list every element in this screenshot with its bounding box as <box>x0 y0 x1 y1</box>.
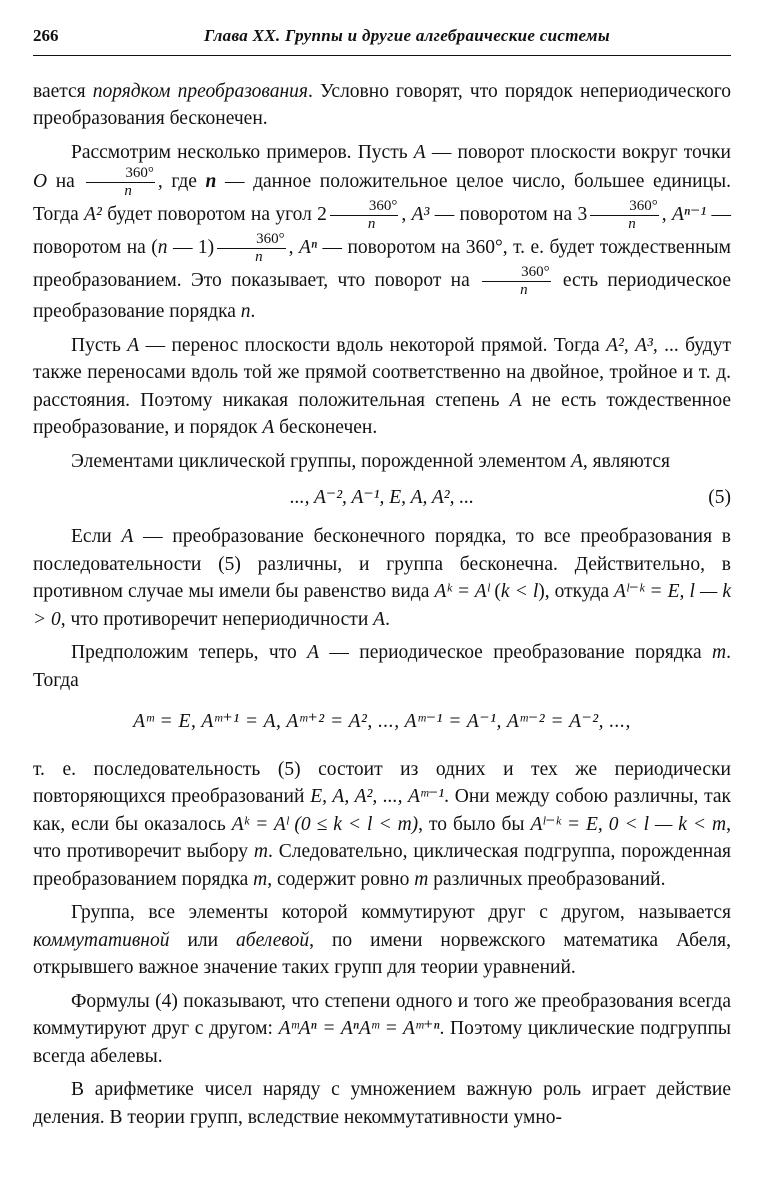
symbol: A <box>262 417 275 438</box>
text-run: . <box>250 301 256 322</box>
fraction-denominator: n <box>367 216 376 232</box>
term-commutative: коммутативной <box>33 929 170 951</box>
inline-formula: E, A, A², ..., Aᵐ⁻¹ <box>310 786 445 807</box>
paragraph-10 <box>33 1076 731 1131</box>
text-run: — перенос плоскости вдоль некоторой прямой. Тогда <box>139 334 607 356</box>
equation-formula: Aᵐ = E, Aᵐ⁺¹ = A, Aᵐ⁺² = A², ..., Aᵐ⁻¹ = A⁻¹, Aᵐ⁻² = A⁻², ..., <box>133 711 631 732</box>
symbol: A² <box>84 203 102 225</box>
symbol: m <box>712 642 727 663</box>
text-run: Формулы (4) показывают, что степени одного и того же преобразования всегда коммутируют друг с другом: <box>33 990 731 1039</box>
text-run: . Поэтому циклические подгруппы всегда абелевы. <box>33 1018 731 1067</box>
fraction <box>590 199 659 232</box>
paragraph-3 <box>33 332 731 442</box>
inline-formula: Aˡ⁻ᵏ = E, l — k > 0 <box>33 581 731 630</box>
text-run: вается <box>33 80 93 102</box>
text-run: различных преобразований. <box>428 868 666 890</box>
symbol: A³, <box>635 334 658 356</box>
text-run: , что противоречит выбору <box>33 813 732 862</box>
inline-formula: Aᵏ = Aˡ (0 ≤ k < l < m) <box>231 813 419 835</box>
symbol: m <box>253 841 268 862</box>
running-title: Глава XX. Группы и другие алгебраические системы <box>204 26 610 45</box>
paragraph-2: Рассмотрим несколько примеров. Пусть A — поворот плоскости вокруг точки O на $\frac{360^\circ}{n}$ , где n — данное положительное целое число, большее единицы. Тогда A² будет поворотом на угол 2 $\frac{360^\circ}{n}$ , A³ — поворотом на 3 $\frac{360^\circ}{n}$ , Aⁿ⁻¹ — поворотом на (n — 1) $\frac{360^\circ}{n}$ , Aⁿ — поворотом на 360°, т. е. будет тождественным преобразованием. Это показывает, что поворот на $\frac{360^\circ}{n}$ есть периодическое преобразование порядка n. <box>33 141 732 322</box>
text-run: . Тогда <box>33 642 731 691</box>
symbol: n <box>240 301 251 322</box>
fraction <box>482 265 551 298</box>
text-run: Группа, все элементы которой коммутируют друг с другом, называется <box>71 902 731 923</box>
text-run: будет поворотом на угол 2 <box>101 203 327 225</box>
text-run: т. е. последовательность (5) состоит из одних и тех же периодически повторяющихся преобразований <box>33 758 731 807</box>
text-run: есть периодическое преобразование порядка <box>33 269 731 322</box>
text-run: , то было бы <box>418 813 531 835</box>
equation-5 <box>33 481 731 515</box>
symbol: Aⁿ <box>298 236 318 258</box>
paragraph-1 <box>33 78 731 133</box>
symbol: A <box>127 334 140 356</box>
text-run: . Условно говорят, что порядок непериодического преобразования бесконечен. <box>33 80 731 129</box>
text-run: Рассмотрим несколько примеров. Пусть <box>71 141 414 163</box>
symbol: A <box>413 141 426 163</box>
text-run: , что противоречит непериодичности <box>60 608 374 630</box>
text-run: не есть тождественное преобразование, и порядок <box>33 389 731 438</box>
text-run: бесконечен. <box>274 417 378 438</box>
text-run: — поворотом на ( <box>33 203 731 258</box>
inline-formula: k < l <box>500 581 539 602</box>
text-run: ( <box>489 581 501 602</box>
text-run: Пусть <box>71 334 128 356</box>
text-run: — 1) <box>167 236 215 258</box>
symbol: m <box>253 868 268 890</box>
fraction-denominator: n <box>520 282 528 298</box>
text-run: — поворотом на 3 <box>429 203 588 225</box>
text-run: . <box>385 608 390 630</box>
inline-formula: Aˡ⁻ᵏ = E, 0 < l — k < m <box>530 813 727 835</box>
text-run: или <box>169 929 237 951</box>
text-run: — периодическое преобразование порядка <box>319 642 713 663</box>
fraction-numerator: 360° <box>86 166 155 183</box>
symbol: O <box>33 170 48 192</box>
fraction-denominator: n <box>255 249 263 265</box>
text-run: , где <box>157 170 206 192</box>
symbol: A², <box>606 334 629 356</box>
symbol: m <box>414 868 429 890</box>
fraction-numerator: 360° <box>590 199 659 216</box>
text-run: ), откуда <box>538 581 615 602</box>
fraction-numerator: 360° <box>482 265 551 282</box>
fraction-numerator: 360° <box>217 232 286 249</box>
text-run: — поворот плоскости вокруг точки <box>425 141 731 163</box>
inline-formula: Aᵏ = Aˡ <box>434 581 490 602</box>
symbol: A <box>373 608 386 630</box>
fraction-denominator: n <box>124 183 132 199</box>
paragraph-7 <box>33 756 731 894</box>
symbol: A <box>571 450 583 472</box>
symbol: A³ <box>411 203 430 225</box>
page-number: 266 <box>33 26 59 45</box>
fraction-denominator: n <box>628 216 636 232</box>
fraction-numerator: 360° <box>330 199 399 216</box>
text-run: — данное положительное целое число, большее единицы. Тогда <box>33 170 731 225</box>
fraction <box>217 232 286 265</box>
symbol: Aⁿ⁻¹ <box>671 203 707 225</box>
equation-periodic <box>33 708 731 736</box>
term-order: порядком преобразования <box>92 80 308 102</box>
text-run: ... будут также переносами вдоль той же прямой соответственно на двойное, тройное и т. д. расстояния. Поэтому никакая положительная степень <box>33 334 732 411</box>
symbol: A <box>509 389 522 411</box>
text-run: , являются <box>582 450 670 472</box>
term-abelian: абелевой <box>236 929 310 951</box>
text-run: Если <box>71 526 122 547</box>
text-run: на <box>47 170 84 192</box>
symbol: A <box>121 526 134 547</box>
paragraph-4 <box>33 448 731 476</box>
text-run: Предположим теперь, что <box>71 642 308 663</box>
text-run: , содержит ровно <box>267 868 415 890</box>
text-run: , по имени норвежского математика Абеля, открывшего важное значение таких групп для теории уравнений. <box>33 929 731 978</box>
page-header <box>33 22 731 56</box>
text-run: Элементами циклической группы, порожденной элементом <box>71 450 571 472</box>
symbol: n <box>205 170 217 192</box>
paragraph-6 <box>33 639 731 694</box>
paragraph-9 <box>33 988 731 1071</box>
text-run: — преобразование бесконечного порядка, то все преобразования в последовательности (5) различны, и группа бесконечна. Действительно, в противном случае мы имели бы равенство вида <box>33 526 732 602</box>
equation-formula: ..., A⁻², A⁻¹, E, A, A², ... <box>289 487 475 509</box>
fraction <box>330 199 399 232</box>
paragraph-8 <box>33 899 731 982</box>
equation-number: (5) <box>708 487 731 509</box>
inline-formula: AᵐAⁿ = AⁿAᵐ = Aᵐ⁺ⁿ <box>278 1018 440 1039</box>
text-run: . Следовательно, циклическая подгруппа, порожденная преобразованием порядка <box>33 841 731 890</box>
symbol: n <box>157 236 168 258</box>
text-run: — поворотом на 360°, т. е. будет тождественным преобразованием. Это показывает, что поворот на <box>33 236 732 291</box>
symbol: A <box>307 642 320 663</box>
text-run: В арифметике чисел наряду с умножением важную роль играет действие деления. В теории групп, вследствие некоммутативности умно- <box>33 1079 731 1128</box>
paragraph-5 <box>33 523 731 633</box>
text-run: . Они между собою различны, так как, если бы оказалось <box>33 786 732 835</box>
fraction <box>86 166 155 199</box>
